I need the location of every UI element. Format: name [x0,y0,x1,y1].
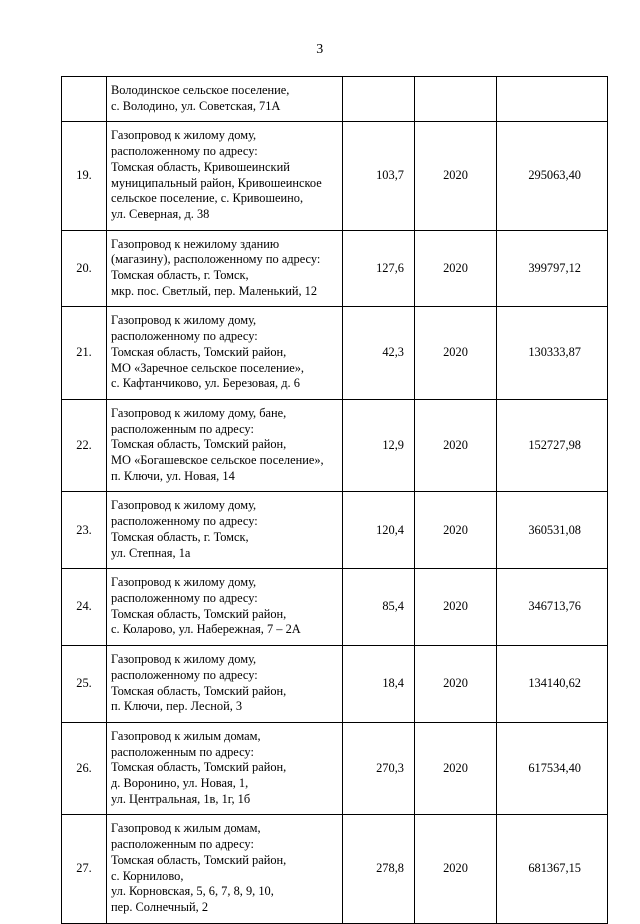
length-cell: 120,4 [343,492,415,569]
object-name-line: Томская область, Томский район, [111,683,287,698]
cost-cell: 295063,40 [497,122,608,230]
cost-cell: 360531,08 [497,492,608,569]
length-cell [343,77,415,122]
object-name-cell [107,122,343,230]
year-cell: 2020 [415,399,497,492]
object-name-line: Томская область, г. Томск, [111,529,249,544]
object-name-line: ул. Степная, 1а [111,545,191,560]
object-name-line: МО «Заречное сельское поселение», [111,360,304,375]
year-cell: 2020 [415,815,497,923]
object-name-line: Володинское сельское поселение, [111,83,290,97]
object-name-line: д. Воронино, ул. Новая, 1, [111,776,249,791]
object-name-line: Томская область, Томский район, [111,852,287,867]
object-name-line: ул. Корновская, 5, 6, 7, 8, 9, 10, [111,884,274,899]
object-name-line: Газопровод к жилому дому, [111,498,257,513]
length-cell: 127,6 [343,230,415,307]
length-cell: 270,3 [343,722,415,815]
length-cell: 278,8 [343,815,415,923]
cost-cell: 152727,98 [497,399,608,492]
row-number-cell: 23. [62,492,107,569]
object-name-line: п. Ключи, пер. Лесной, 3 [111,699,243,714]
length-cell: 42,3 [343,307,415,400]
table-row [62,122,608,230]
object-name-line: с. Корнилово, [111,868,184,883]
object-name-line: Газопровод к жилым домам, [111,728,261,743]
cost-cell: 346713,76 [497,569,608,646]
table-row [62,815,608,923]
object-name-line: с. Володино, ул. Советская, 71А [111,98,281,113]
page-number: 3 [316,42,324,57]
object-name-cell [107,307,343,400]
cost-cell: 130333,87 [497,307,608,400]
object-name-line: расположенному по адресу: [111,329,258,344]
object-name-line: Томская область, Томский район, [111,606,287,621]
table-row [62,569,608,646]
gas-pipeline-table [61,76,608,924]
object-name-line: Газопровод к жилому дому, [111,128,257,143]
cost-cell [497,77,608,122]
object-name-line: с. Коларово, ул. Набережная, 7 – 2А [111,622,301,637]
object-name-line: муниципальный район, Кривошеинское [111,175,322,190]
object-name-line: Газопровод к жилому дому, [111,575,257,590]
cost-cell: 399797,12 [497,230,608,307]
cost-cell: 681367,15 [497,815,608,923]
object-name-line: МО «Богашевское сельское поселение», [111,453,324,468]
year-cell: 2020 [415,569,497,646]
object-name-line: п. Ключи, ул. Новая, 14 [111,468,235,483]
year-cell: 2020 [415,307,497,400]
object-name-line: ул. Северная, д. 38 [111,206,210,221]
table-row [62,646,608,723]
length-cell: 85,4 [343,569,415,646]
cost-cell: 134140,62 [497,646,608,723]
object-name-line: Томская область, Кривошеинский [111,159,290,174]
object-name-cell [107,399,343,492]
row-number-cell: 26. [62,722,107,815]
object-name-line: мкр. пос. Светлый, пер. Маленький, 12 [111,283,318,298]
object-name-line: расположенным по адресу: [111,744,254,759]
row-number-cell: 24. [62,569,107,646]
table-row [62,722,608,815]
object-name-line: пер. Солнечный, 2 [111,899,209,914]
row-number-cell: 27. [62,815,107,923]
table-body [62,77,608,924]
object-name-line: с. Кафтанчиково, ул. Березовая, д. 6 [111,376,300,391]
object-name-line: расположенному по адресу: [111,144,258,159]
object-name-cell [107,722,343,815]
object-name-line: расположенному по адресу: [111,667,258,682]
table-row [62,230,608,307]
table-row [62,399,608,492]
object-name-line: Газопровод к жилому дому, [111,313,257,328]
year-cell: 2020 [415,230,497,307]
row-number-cell: 21. [62,307,107,400]
table-row [62,77,608,122]
row-number-cell: 20. [62,230,107,307]
object-name-cell [107,492,343,569]
length-cell: 18,4 [343,646,415,723]
object-name-line: сельское поселение, с. Кривошеино, [111,191,304,206]
row-number-cell: 19. [62,122,107,230]
object-name-line: Газопровод к жилым домам, [111,821,261,836]
object-name-cell [107,569,343,646]
object-name-line: Газопровод к жилому дому, [111,652,257,667]
object-name-cell [107,646,343,723]
object-name-line: Томская область, Томский район, [111,760,287,775]
length-cell: 12,9 [343,399,415,492]
year-cell [415,77,497,122]
object-name-line: Томская область, Томский район, [111,344,287,359]
object-name-line: Газопровод к нежилому зданию [111,236,280,251]
table-row [62,307,608,400]
object-name-line: (магазину), расположенному по адресу: [111,252,321,267]
object-name-line: расположенным по адресу: [111,421,254,436]
year-cell: 2020 [415,122,497,230]
object-name-line: Томская область, г. Томск, [111,268,249,283]
object-name-line: Томская область, Томский район, [111,437,287,452]
object-name-cell [107,230,343,307]
object-name-cell [107,77,343,122]
year-cell: 2020 [415,492,497,569]
object-name-line: Газопровод к жилому дому, бане, [111,405,287,420]
row-number-cell [62,77,107,122]
object-name-line: ул. Центральная, 1в, 1г, 1б [111,791,251,806]
year-cell: 2020 [415,722,497,815]
row-number-cell: 22. [62,399,107,492]
object-name-line: расположенному по адресу: [111,590,258,605]
year-cell: 2020 [415,646,497,723]
object-name-line: расположенным по адресу: [111,837,254,852]
object-name-line: расположенному по адресу: [111,514,258,529]
row-number-cell: 25. [62,646,107,723]
object-name-cell [107,815,343,923]
table-row [62,492,608,569]
length-cell: 103,7 [343,122,415,230]
cost-cell: 617534,40 [497,722,608,815]
